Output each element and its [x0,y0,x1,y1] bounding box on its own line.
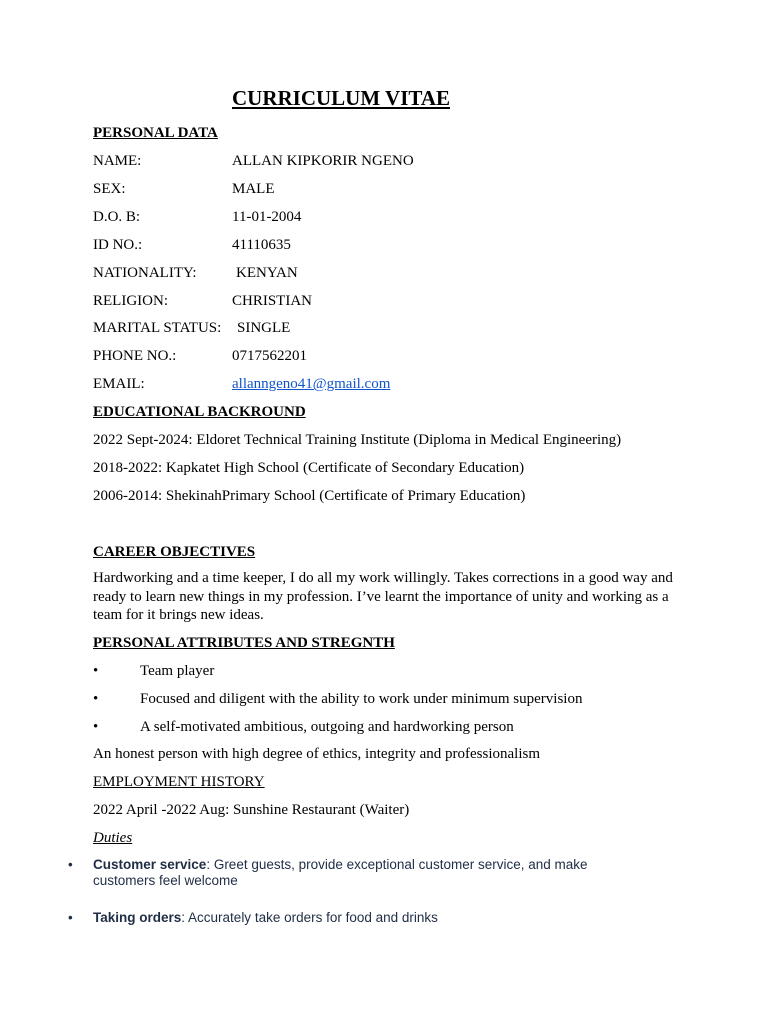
duty-text: : Accurately take orders for food and drinks [181,910,438,925]
career-objectives-heading: CAREER OBJECTIVES [93,544,256,560]
employment-history-heading: EMPLOYMENT HISTORY [93,774,265,790]
nationality-value: KENYAN [236,265,298,281]
education-heading: EDUCATIONAL BACKROUND [93,404,306,420]
marital-status-label: MARITAL STATUS: [93,320,222,336]
religion-value: CHRISTIAN [232,293,313,309]
name-label: NAME: [93,153,142,169]
id-value: 41110635 [232,237,291,253]
dob-label: D.O. B: [93,209,141,225]
attributes-heading: PERSONAL ATTRIBUTES AND STREGNTH [93,635,395,651]
duty-item [93,857,653,889]
duty-item [93,910,653,926]
bullet-icon: • [93,691,99,707]
phone-label: PHONE NO.: [93,348,177,364]
id-label: ID NO.: [93,237,143,253]
marital-status-value: SINGLE [237,320,291,336]
personal-data-heading: PERSONAL DATA [93,125,218,141]
attribute-item: A self-motivated ambitious, outgoing and hardworking person [140,719,514,735]
duty-title: Customer service [93,857,207,872]
sex-value: MALE [232,181,275,197]
bullet-icon: • [93,663,99,679]
duties-label: Duties [93,830,133,846]
education-item: 2006-2014: ShekinahPrimary School (Certificate of Primary Education) [93,488,526,504]
attribute-item: Team player [140,663,215,679]
email-label: EMAIL: [93,376,145,392]
bullet-icon: • [93,719,99,735]
attribute-item: Focused and diligent with the ability to work under minimum supervision [140,691,583,707]
name-value: ALLAN KIPKORIR NGENO [232,153,414,169]
attributes-summary: An honest person with high degree of ethics, integrity and professionalism [93,746,540,762]
dob-value: 11-01-2004 [232,209,302,225]
bullet-icon: • [68,857,73,872]
duty-text: : Greet guests, provide exceptional customer service, and make customers feel welcome [93,857,588,888]
phone-value: 0717562201 [232,348,307,364]
email-link[interactable]: allanngeno41@gmail.com [232,376,391,392]
career-objectives-text: Hardworking and a time keeper, I do all my work willingly. Takes corrections in a good way and ready to learn new things in my profession. I’ve learnt the importance of unity and working as a team for it brings new ideas. [93,570,673,623]
education-item: 2018-2022: Kapkatet High School (Certificate of Secondary Education) [93,460,525,476]
nationality-label: NATIONALITY: [93,265,197,281]
job-entry: 2022 April -2022 Aug: Sunshine Restaurant (Waiter) [93,802,410,818]
duty-title: Taking orders [93,910,182,925]
document-title: CURRICULUM VITAE [232,86,450,110]
education-item: 2022 Sept-2024: Eldoret Technical Training Institute (Diploma in Medical Engineering) [93,432,622,448]
sex-label: SEX: [93,181,126,197]
bullet-icon: • [68,910,73,925]
religion-label: RELIGION: [93,293,168,309]
